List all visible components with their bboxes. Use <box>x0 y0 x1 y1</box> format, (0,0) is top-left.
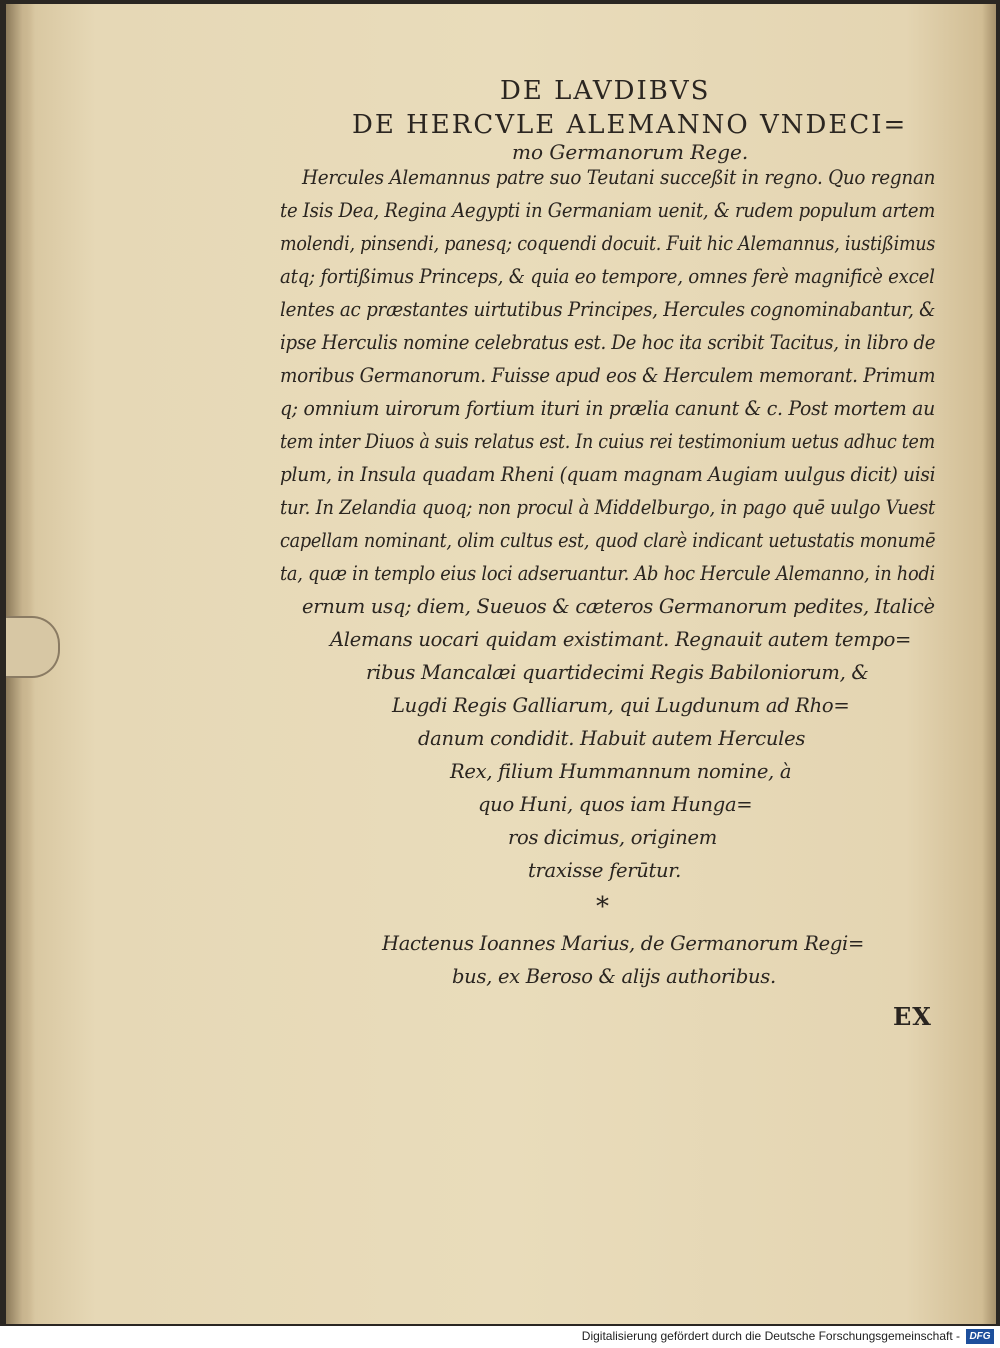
footer-credit: Digitalisierung gefördert durch die Deutsche Forschungsgemeinschaft - <box>581 1329 960 1343</box>
chapter-title: DE HERCVLE ALEMANNO VNDECI= <box>352 110 908 140</box>
body-line: moribus Germanorum. Fuisse apud eos & Herculem memorant. Primum <box>280 364 936 387</box>
body-line: Hercules Alemannus patre suo Teutani succeßit in regno. Quo regnan <box>302 166 936 189</box>
body-line: danum condidit. Habuit autem Hercules <box>418 727 806 750</box>
body-line: capellam nominant, olim cultus est, quod clarè indicant uetustatis monumē <box>280 529 936 552</box>
body-line: Rex, filium Hummannum nomine, à <box>450 760 792 783</box>
closing-line: bus, ex Beroso & alijs authoribus. <box>452 965 776 988</box>
chapter-subtitle: mo Germanorum Rege. <box>512 140 749 164</box>
body-line: tem inter Diuos à suis relatus est. In cuius rei testimonium uetus adhuc tem <box>280 430 935 453</box>
body-line: atq; fortißimus Princeps, & quia eo tempore, omnes ferè magnificè excel <box>280 265 935 288</box>
body-line: Alemans uocari quidam existimant. Regnauit autem tempo= <box>330 628 912 651</box>
page-tab-marker <box>6 616 60 678</box>
ornament-asterisk: * <box>596 892 609 922</box>
catchword: EX <box>893 1002 932 1031</box>
body-line: q; omnium uirorum fortium ituri in prælia canunt & c. Post mortem au <box>280 397 935 420</box>
body-line: lentes ac præstantes uirtutibus Principes, Hercules cognominabantur, & <box>280 298 936 321</box>
body-line: ipse Herculis nomine celebratus est. De hoc ita scribit Tacitus, in libro de <box>280 331 936 354</box>
body-line: ribus Mancalæi quartidecimi Regis Babiloniorum, & <box>366 661 869 684</box>
body-line: ernum usq; diem, Sueuos & cæteros Germanorum pedites, Italicè <box>302 595 935 618</box>
body-line: traxisse ferūtur. <box>528 859 682 882</box>
body-line: plum, in Insula quadam Rheni (quam magnam Augiam uulgus dicit) uisi <box>280 463 936 486</box>
body-line: quo Huni, quos iam Hunga= <box>478 793 753 816</box>
digitization-footer <box>0 1326 1000 1348</box>
body-line: molendi, pinsendi, panesq; coquendi docuit. Fuit hic Alemannus, iustißimus <box>280 232 936 255</box>
body-line: te Isis Dea, Regina Aegypti in Germaniam uenit, & rudem populum artem <box>280 199 936 222</box>
body-line: tur. In Zelandia quoq; non procul à Middelburgo, in pago quē uulgo Vuest <box>280 496 935 519</box>
body-line: ta, quæ in templo eius loci adseruantur. Ab hoc Hercule Alemanno, in hodi <box>280 562 935 585</box>
running-head: DE LAVDIBVS <box>500 76 711 106</box>
dfg-logo-icon: DFG <box>966 1329 994 1344</box>
body-line: ros dicimus, originem <box>508 826 717 849</box>
body-line: Lugdi Regis Galliarum, qui Lugdunum ad Rho= <box>392 694 850 717</box>
page-edge-shadow <box>982 4 996 1324</box>
closing-line: Hactenus Ioannes Marius, de Germanorum Regi= <box>382 932 865 955</box>
